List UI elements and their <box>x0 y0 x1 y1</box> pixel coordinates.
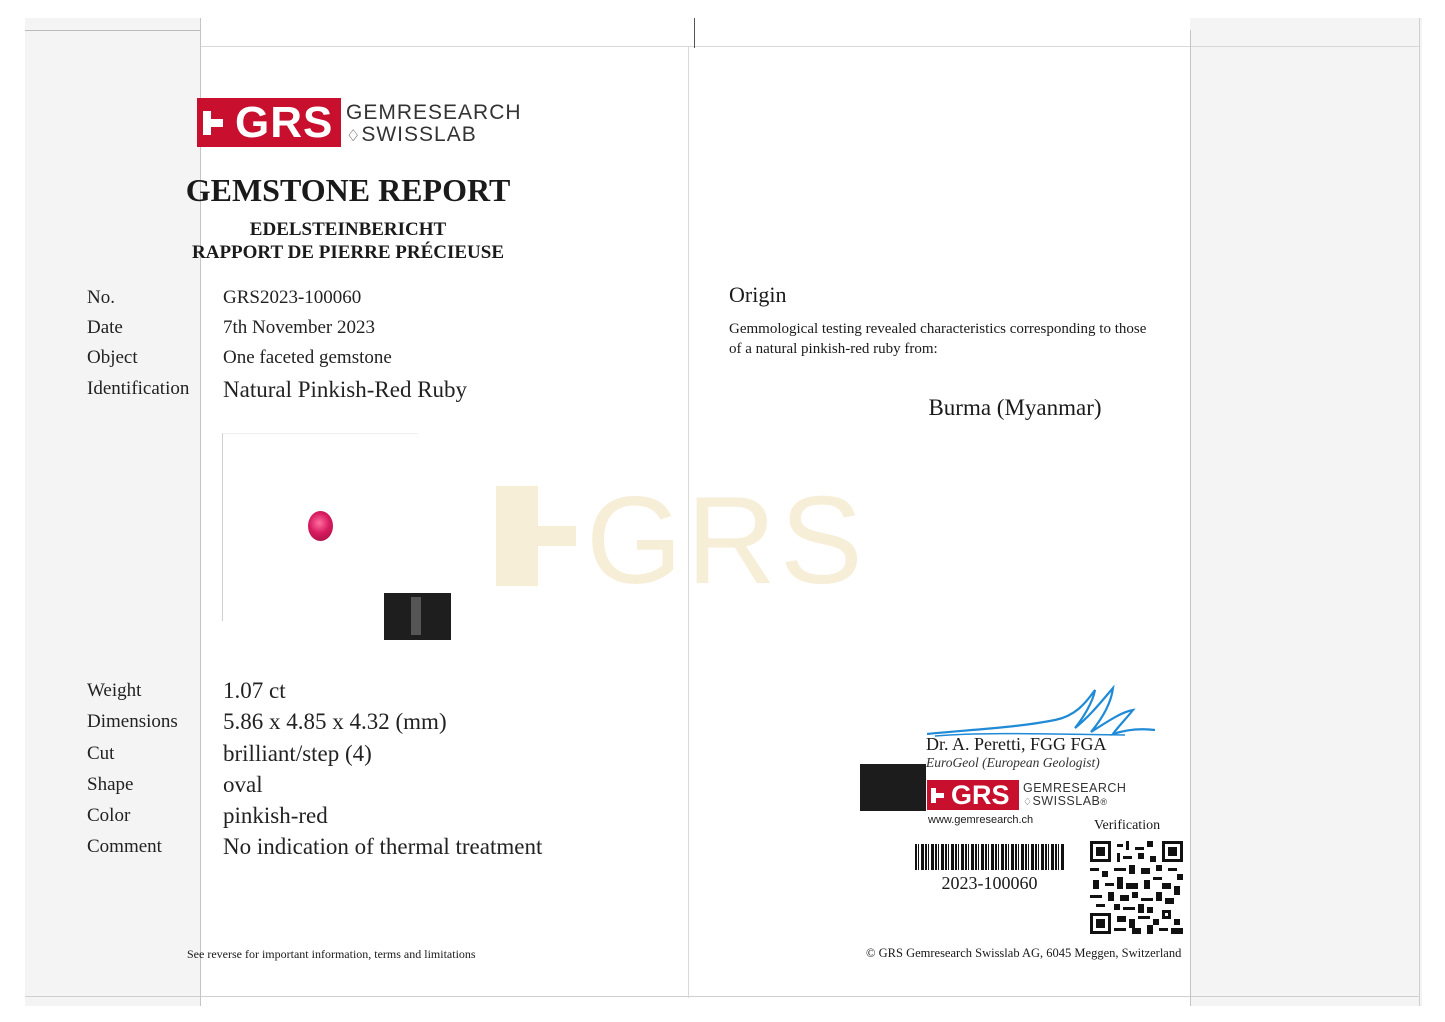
logo-small-line1: GEMRESEARCH <box>1023 781 1127 795</box>
diamond-icon-small: ♢ <box>1023 797 1033 808</box>
right-edge <box>1419 18 1420 1006</box>
logo-line2 <box>346 124 477 145</box>
swiss-cross-icon-small <box>927 780 949 810</box>
detail-value-date: 7th November 2023 <box>223 317 375 338</box>
property-label-cut: Cut <box>87 743 115 764</box>
logo-mark: GRS <box>235 97 334 147</box>
right-fold <box>1190 30 1191 1006</box>
origin-country: Burma (Myanmar) <box>928 395 1102 420</box>
origin-text-line2: of a natural pinkish-red ruby from: <box>729 341 938 357</box>
property-label-dimensions: Dimensions <box>87 711 178 732</box>
property-label-color: Color <box>87 805 131 826</box>
barcode <box>915 844 1064 870</box>
property-value-shape: oval <box>223 772 263 797</box>
ruby-image <box>308 511 333 541</box>
property-value-weight: 1.07 ct <box>223 678 286 703</box>
detail-label-object: Object <box>87 347 138 368</box>
footer-left: See reverse for important information, terms and limitations <box>187 947 476 961</box>
registered-mark: ® <box>1100 797 1108 807</box>
bottom-edge <box>25 996 1420 997</box>
website: www.gemresearch.ch <box>928 814 1034 826</box>
signature-scribble <box>925 680 1160 742</box>
property-label-weight: Weight <box>87 680 142 701</box>
detail-value-identification: Natural Pinkish-Red Ruby <box>223 377 468 402</box>
barcode-number: 2023-100060 <box>941 873 1038 893</box>
report-subtitle-de: EDELSTEINBERICHT <box>249 219 447 240</box>
property-label-shape: Shape <box>87 774 134 795</box>
watermark-bar <box>538 526 576 546</box>
detail-label-identification: Identification <box>87 378 190 399</box>
origin-text-line1: Gemmological testing revealed characteristics corresponding to those <box>729 321 1147 337</box>
logo-small-line2-text: SWISSLAB <box>1032 794 1101 808</box>
top-edge-left <box>25 30 200 31</box>
grs-watermark <box>496 472 867 610</box>
detail-value-no: GRS2023-100060 <box>223 287 362 308</box>
property-value-dimensions: 5.86 x 4.85 x 4.32 (mm) <box>223 709 447 734</box>
detail-label-no: No. <box>87 287 115 308</box>
signatory-title: EuroGeol (European Geologist) <box>926 755 1100 770</box>
property-value-cut: brilliant/step (4) <box>223 741 372 766</box>
logo-line2-text: SWISSLAB <box>361 123 477 146</box>
property-value-comment: No indication of thermal treatment <box>223 834 543 859</box>
property-label-comment: Comment <box>87 836 162 857</box>
report-title: GEMSTONE REPORT <box>185 172 511 208</box>
signatory-name: Dr. A. Peretti, FGG FGA <box>926 734 1107 754</box>
watermark-mark <box>496 486 538 586</box>
qr-code[interactable] <box>1090 841 1183 934</box>
page-right <box>1190 18 1422 1006</box>
grs-logo <box>197 98 341 147</box>
watermark-text: GRS <box>586 472 867 610</box>
top-edge-mid <box>200 46 1420 47</box>
swiss-cross-icon <box>197 98 231 147</box>
origin-heading: Origin <box>729 282 787 307</box>
logo-mark-small: GRS <box>951 779 1010 810</box>
logo-small-line2 <box>1023 795 1108 808</box>
security-stamp <box>384 593 451 640</box>
report-subtitle-fr: RAPPORT DE PIERRE PRÉCIEUSE <box>192 242 504 263</box>
official-stamp <box>860 764 926 811</box>
left-fold <box>200 18 201 1006</box>
logo-line1: GEMRESEARCH <box>346 101 522 124</box>
footer-right: © GRS Gemresearch Swisslab AG, 6045 Meggen, Switzerland <box>866 946 1182 960</box>
diamond-icon: ♢ <box>346 128 362 145</box>
detail-value-object: One faceted gemstone <box>223 347 392 368</box>
center-mark <box>694 18 695 48</box>
grs-logo-small <box>927 780 1019 810</box>
detail-label-date: Date <box>87 317 123 338</box>
verification-label: Verification <box>1094 818 1161 833</box>
property-value-color: pinkish-red <box>223 803 328 828</box>
